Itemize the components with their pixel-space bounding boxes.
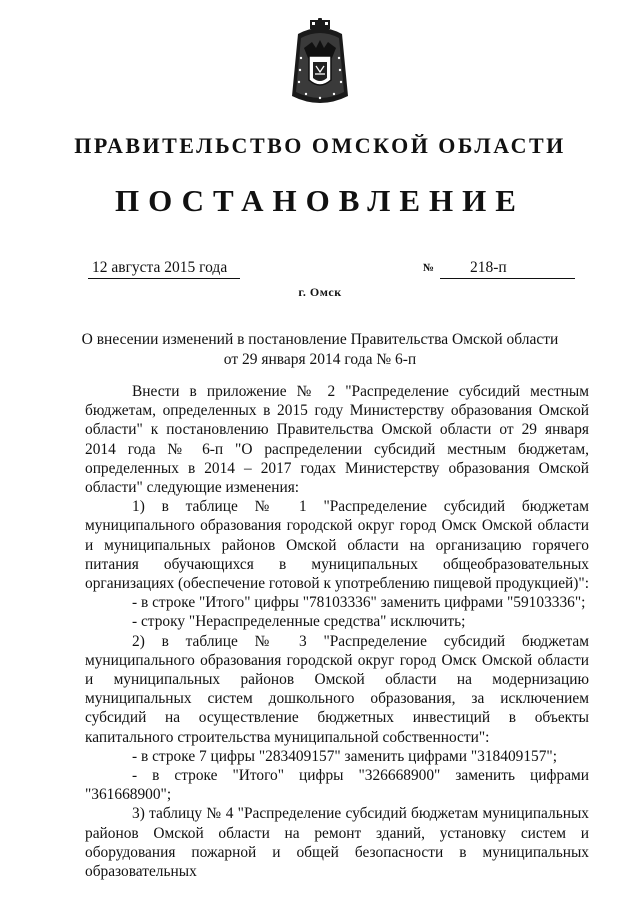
body-paragraph: Внести в приложение № 2 "Распределение субсидий местным бюджетам, определенных в 2015 году Министерству образования Омской области" к постановлению Правительства Омской области от 29 января 2014 года № 6-п "О распределении субсидий местным бюджетам, определенных в 2014 – 2017 годах Министерству образования Омской области" следующие изменения: (85, 383, 589, 497)
government-title: ПРАВИТЕЛЬСТВО ОМСКОЙ ОБЛАСТИ (74, 133, 566, 158)
subject-line: от 29 января 2014 года № 6-п (223, 351, 417, 368)
body-paragraph: - в строке 7 цифры "283409157" заменить цифрами "318409157"; (132, 747, 557, 765)
document-number: 218-п (440, 258, 575, 279)
body-paragraph: - строку "Нераспределенные средства" исключить; (132, 613, 466, 631)
city-label: г. Омск (298, 285, 342, 299)
document-type-title: ПОСТАНОВЛЕНИЕ (115, 183, 525, 218)
subject-line: О внесении изменений в постановление Правительства Омской области (81, 331, 559, 348)
body-paragraph: - в строке "Итого" цифры "326668900" заменить цифрами "361668900"; (85, 767, 589, 804)
document-subject (0, 330, 640, 370)
document-body (85, 382, 589, 881)
coat-of-arms-icon (288, 18, 352, 110)
body-paragraph: 2) в таблице № 3 "Распределение субсидий бюджетам муниципального образования городской округ город Омск Омской области и муниципальных районов Омской области на модернизацию муниципальных систем дошкольного образования, за исключением субсидий на осуществление бюджетных инвестиций в объекты капитального строительства муниципальной собственности": (85, 632, 589, 746)
document-date: 12 августа 2015 года (88, 258, 240, 279)
body-paragraph: - в строке "Итого" цифры "78103336" заменить цифрами "59103336"; (132, 594, 586, 612)
number-label: № (423, 262, 435, 274)
body-paragraph: 3) таблицу № 4 "Распределение субсидий бюджетам муниципальных районов Омской области на ремонт зданий, установку систем и оборудования пожарной и общей безопасности в муниципальных образовательных (85, 805, 589, 881)
body-paragraph: 1) в таблице № 1 "Распределение субсидий бюджетам муниципального образования городской округ город Омск Омской области и муниципальных районов Омской области на организацию горячего питания обучающихся в муниципальных общеобразовательных организациях (обеспечение готовой к употреблению пищевой продукцией)": (85, 498, 589, 593)
